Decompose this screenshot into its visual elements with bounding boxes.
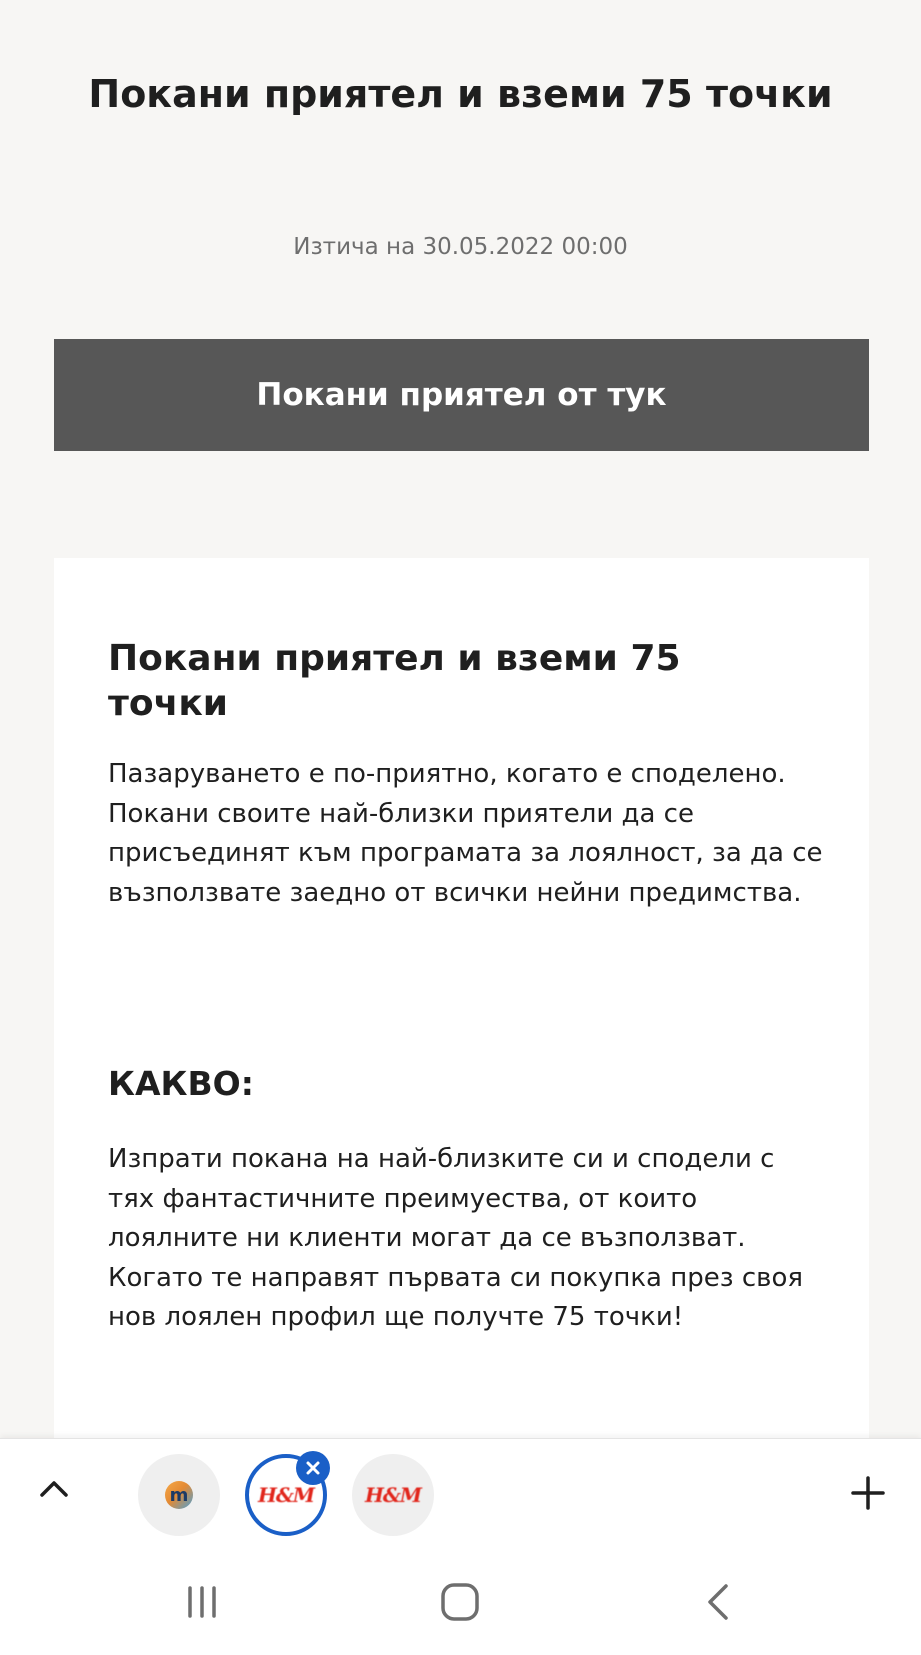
card-intro-text: Пазаруването е по-приятно, когато е споделено. Покани своите най-близки приятели да се присъединят към програмата за лоялност, за да се възползвате заедно от всички нейни предимства. bbox=[108, 759, 823, 908]
browser-tab-bar bbox=[0, 1438, 921, 1548]
add-tab-button[interactable] bbox=[844, 1469, 892, 1517]
tab-hm[interactable] bbox=[352, 1454, 434, 1536]
chevron-up-icon bbox=[39, 1478, 69, 1498]
page-title: Покани приятел и вземи 75 точки bbox=[88, 72, 833, 116]
recent-apps-button[interactable] bbox=[172, 1574, 232, 1630]
system-navigation-bar bbox=[0, 1548, 921, 1655]
plus-icon bbox=[851, 1476, 885, 1510]
home-button[interactable] bbox=[430, 1574, 490, 1630]
expiry-date: Изтича на 30.05.2022 00:00 bbox=[293, 234, 628, 260]
collapse-tabs-button[interactable] bbox=[30, 1464, 78, 1512]
invite-friend-button[interactable]: Покани приятел от тук bbox=[54, 339, 869, 451]
hm-logo-icon: H&M bbox=[364, 1483, 422, 1507]
info-card bbox=[54, 558, 869, 1438]
m-app-logo-icon: m bbox=[165, 1481, 193, 1509]
card-title: Покани приятел и вземи 75 точки bbox=[108, 638, 681, 724]
close-icon bbox=[305, 1460, 321, 1476]
section-body-what: Изпрати покана на най-близките си и сподели с тях фантастичните преимуества, от които лоялните ни клиенти могат да се възползват. Когато те направят първата си покупка през своя нов лоялен профил ще получте 75 точки! bbox=[108, 1144, 804, 1332]
hm-logo-icon: H&M bbox=[257, 1483, 315, 1507]
close-tab-button[interactable] bbox=[296, 1451, 330, 1485]
back-icon bbox=[702, 1582, 734, 1622]
section-heading-what: КАКВО: bbox=[108, 1064, 254, 1103]
tab-m-app[interactable] bbox=[138, 1454, 220, 1536]
home-icon bbox=[439, 1581, 481, 1623]
back-button[interactable] bbox=[688, 1574, 748, 1630]
recent-apps-icon bbox=[182, 1582, 222, 1622]
